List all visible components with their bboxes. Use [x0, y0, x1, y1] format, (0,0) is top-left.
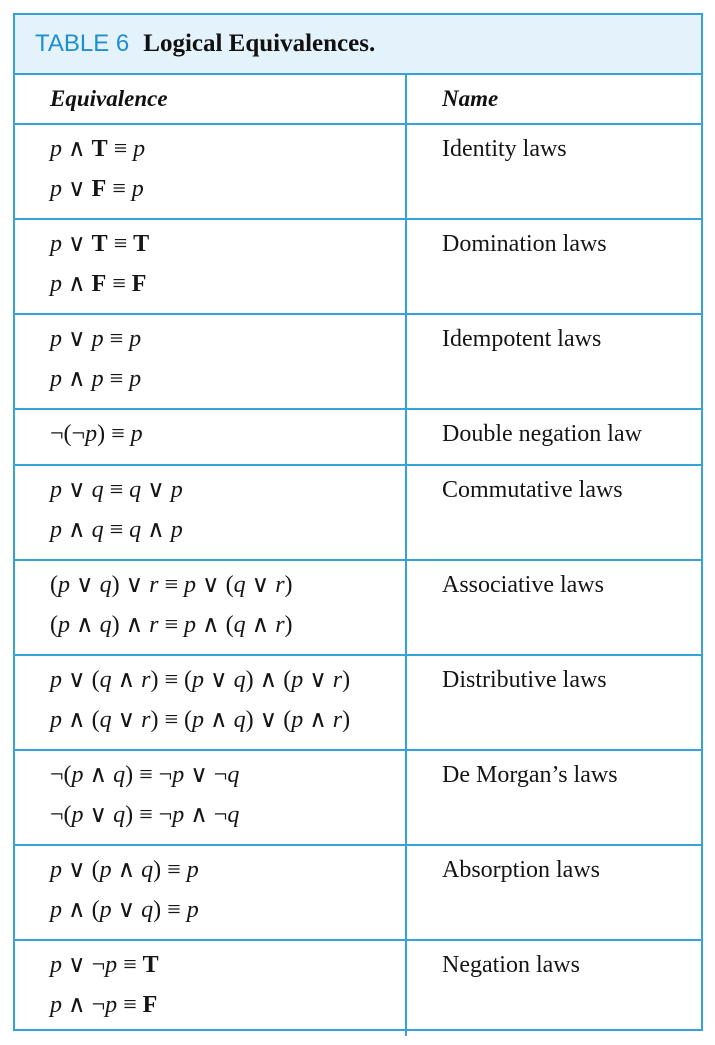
equivalence-cell	[15, 125, 407, 218]
equivalence-cell	[15, 656, 407, 749]
equivalence-formula: p ∨ ¬p ≡ T	[50, 952, 159, 978]
table-grid	[15, 75, 701, 1036]
law-name-cell	[407, 125, 701, 218]
table-body	[15, 125, 701, 1036]
law-name: Distributive laws	[442, 667, 607, 693]
table-row	[15, 656, 701, 751]
table-row	[15, 561, 701, 656]
equivalence-formula: p ∧ (q ∨ r) ≡ (p ∧ q) ∨ (p ∧ r)	[50, 707, 351, 733]
equivalence-formula: p ∧ p ≡ p	[50, 366, 142, 392]
law-name: Domination laws	[442, 231, 607, 257]
table-row	[15, 125, 701, 220]
table-caption	[15, 15, 701, 75]
equivalence-formula: p ∧ ¬p ≡ F	[50, 992, 158, 1018]
equivalence-formula: p ∨ q ≡ q ∨ p	[50, 477, 183, 503]
equivalence-formula: ¬(p ∧ q) ≡ ¬p ∨ ¬q	[50, 762, 240, 788]
law-name-cell	[407, 410, 701, 464]
equivalence-cell	[15, 751, 407, 844]
equivalence-cell	[15, 846, 407, 939]
equivalence-cell	[15, 315, 407, 408]
equivalence-formula: p ∨ T ≡ T	[50, 231, 150, 257]
law-name: Negation laws	[442, 952, 580, 978]
table-row	[15, 410, 701, 466]
equivalence-cell	[15, 410, 407, 464]
table-title: Logical Equivalences.	[143, 30, 376, 57]
equivalence-formula: (p ∨ q) ∨ r ≡ p ∨ (q ∨ r)	[50, 572, 293, 598]
equivalence-formula: (p ∧ q) ∧ r ≡ p ∧ (q ∧ r)	[50, 612, 293, 638]
law-name: De Morgan’s laws	[442, 762, 618, 788]
equivalence-formula: p ∧ F ≡ F	[50, 271, 147, 297]
law-name: Commutative laws	[442, 477, 623, 503]
table-row	[15, 941, 701, 1036]
equivalence-formula: p ∨ (p ∧ q) ≡ p	[50, 857, 199, 883]
table-row	[15, 751, 701, 846]
logical-equivalences-table	[13, 13, 703, 1031]
law-name: Double negation law	[442, 421, 642, 447]
table-row	[15, 846, 701, 941]
equivalence-formula: p ∨ F ≡ p	[50, 176, 144, 202]
equivalence-formula: ¬(¬p) ≡ p	[50, 421, 143, 447]
header-row	[15, 75, 701, 125]
equivalence-cell	[15, 466, 407, 559]
law-name-cell	[407, 561, 701, 654]
equivalence-formula: p ∧ T ≡ p	[50, 136, 146, 162]
equivalence-formula: ¬(p ∨ q) ≡ ¬p ∧ ¬q	[50, 802, 240, 828]
table-number: TABLE 6	[35, 30, 130, 57]
equivalence-formula: p ∧ (p ∨ q) ≡ p	[50, 897, 199, 923]
equivalence-column-header: Equivalence	[15, 75, 407, 123]
law-name: Associative laws	[442, 572, 604, 598]
table-row	[15, 315, 701, 410]
table-row	[15, 466, 701, 561]
equivalence-formula: p ∨ (q ∧ r) ≡ (p ∨ q) ∧ (p ∨ r)	[50, 667, 351, 693]
equivalence-formula: p ∨ p ≡ p	[50, 326, 142, 352]
table-row	[15, 220, 701, 315]
equivalence-cell	[15, 941, 407, 1036]
law-name-cell	[407, 315, 701, 408]
name-column-header: Name	[442, 86, 499, 111]
equivalence-formula: p ∧ q ≡ q ∧ p	[50, 517, 183, 543]
law-name-cell	[407, 846, 701, 939]
equivalence-cell	[15, 561, 407, 654]
law-name-cell	[407, 220, 701, 313]
law-name-cell	[407, 656, 701, 749]
law-name-cell	[407, 466, 701, 559]
equivalence-cell	[15, 220, 407, 313]
law-name-cell	[407, 751, 701, 844]
law-name-cell	[407, 941, 701, 1036]
law-name: Identity laws	[442, 136, 567, 162]
law-name: Absorption laws	[442, 857, 600, 883]
law-name: Idempotent laws	[442, 326, 602, 352]
